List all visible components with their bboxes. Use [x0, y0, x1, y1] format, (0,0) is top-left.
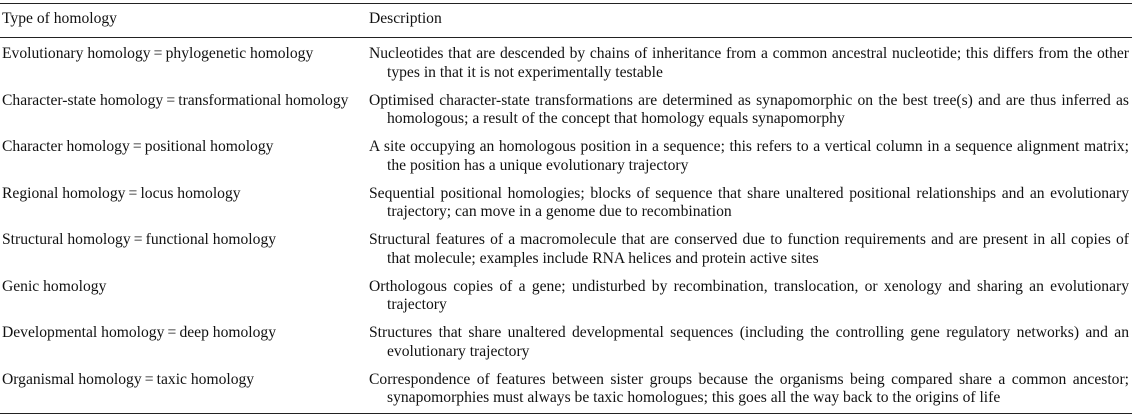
table-row [0, 371, 1132, 418]
table-row [0, 231, 1132, 278]
homology-description-cell: Nucleotides that are descended by chains of inheritance from a common ancestral nucleotide; this differs from the other types in that it is not experimentally testable [369, 45, 1129, 81]
column-header-description: Description [369, 10, 442, 27]
homology-type-cell: Genic homology [2, 277, 107, 295]
table-header-rule [0, 37, 1132, 38]
homology-description-cell: A site occupying an homologous position in a sequence; this refers to a vertical column in a sequence alignment matrix; the position has a unique evolutionary trajectory [369, 138, 1129, 174]
homology-type-cell: Character-state homology = transformational homology [2, 91, 349, 109]
table-row [0, 138, 1132, 185]
column-header-type: Type of homology [2, 10, 117, 27]
homology-type-cell: Developmental homology = deep homology [2, 324, 277, 341]
table-row [0, 45, 1132, 92]
homology-type-cell: Character homology = positional homology [2, 138, 274, 155]
table-row [0, 185, 1132, 232]
homology-type-cell: Organismal homology = taxic homology [2, 370, 255, 388]
homology-description-cell: Structures that share unaltered developmental sequences (including the controlling gene regulatory networks) and an evolutionary trajectory [369, 324, 1129, 360]
homology-description-cell: Structural features of a macromolecule that are conserved due to function requirements and are present in all copies of that molecule; examples include RNA helices and protein active sites [369, 231, 1129, 267]
homology-type-cell: Structural homology = functional homology [2, 231, 277, 248]
table-top-rule [0, 3, 1132, 4]
homology-description-cell: Sequential positional homologies; blocks of sequence that share unaltered positional relationships and an evolutionary trajectory; can move in a genome due to recombination [369, 184, 1129, 220]
table-row [0, 92, 1132, 139]
homology-description-cell: Correspondence of features between sister groups because the organisms being compared share a common ancestor; synapomorphies must always be taxic homologues; this goes all the way back to the origins of life [369, 370, 1129, 406]
table-row [0, 278, 1132, 325]
table-body [0, 45, 1132, 417]
homology-description-cell: Orthologous copies of a gene; undisturbed by recombination, translocation, or xenology and sharing an evolutionary trajectory [369, 277, 1129, 313]
table-header [0, 10, 1132, 30]
homology-type-cell: Regional homology = locus homology [2, 184, 241, 202]
table-row [0, 324, 1132, 371]
homology-type-cell: Evolutionary homology = phylogenetic homology [2, 45, 314, 62]
table-bottom-rule [0, 413, 1132, 414]
homology-description-cell: Optimised character-state transformations are determined as synapomorphic on the best tree(s) and are thus inferred as homologous; a result of the concept that homology equals synapomorphy [369, 91, 1129, 127]
